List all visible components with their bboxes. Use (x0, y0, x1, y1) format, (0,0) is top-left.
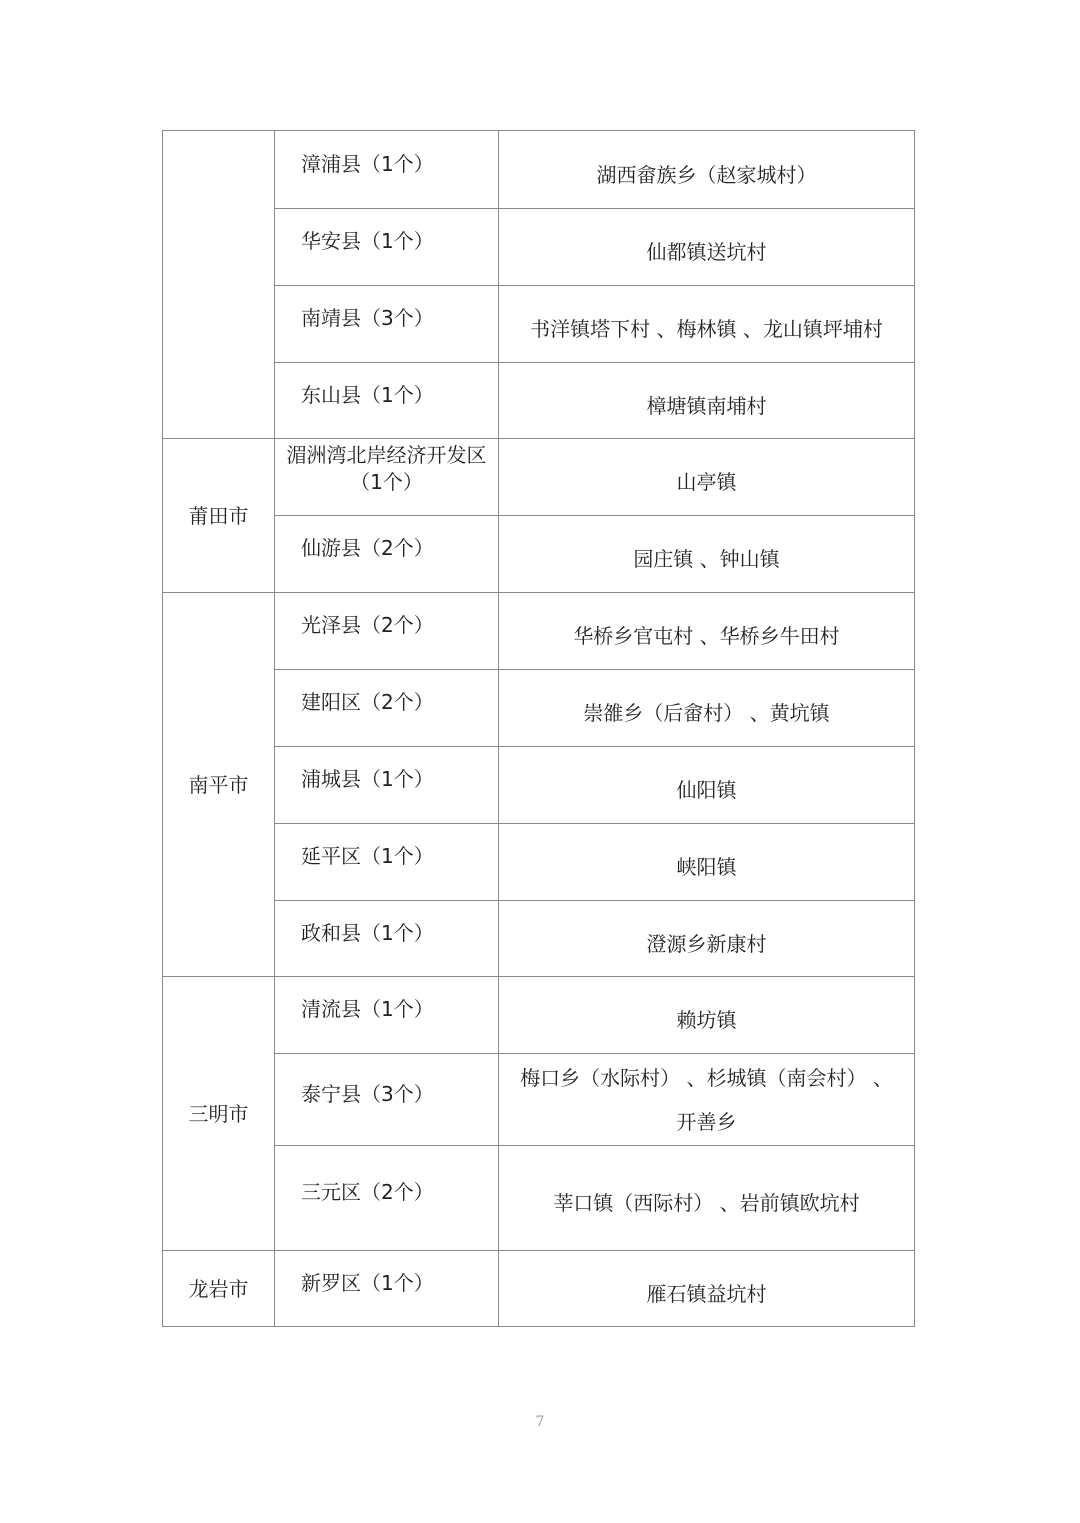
county-cell: 建阳区（2个） (275, 670, 499, 747)
page-number: 7 (535, 1414, 545, 1430)
county-cell: 南靖县（3个） (275, 286, 499, 363)
county-cell: 仙游县（2个） (275, 516, 499, 593)
town-list-table (162, 130, 915, 1327)
towns-cell: 梅口乡（水际村） 、杉城镇（南会村） 、开善乡 (499, 1054, 915, 1146)
county-cell: 新罗区（1个） (275, 1251, 499, 1327)
table-row (163, 824, 915, 901)
county-cell: 漳浦县（1个） (275, 131, 499, 209)
table-row (163, 593, 915, 670)
table-row (163, 516, 915, 593)
table-row (163, 747, 915, 824)
county-cell: 清流县（1个） (275, 977, 499, 1054)
table-row (163, 131, 915, 209)
towns-cell: 仙都镇送坑村 (499, 209, 915, 286)
table-row (163, 901, 915, 977)
county-cell: 泰宁县（3个） (275, 1054, 499, 1146)
towns-cell: 澄源乡新康村 (499, 901, 915, 977)
county-cell: 延平区（1个） (275, 824, 499, 901)
city-cell: 龙岩市 (163, 1251, 275, 1327)
table-row (163, 363, 915, 439)
table-row (163, 209, 915, 286)
city-cell: 三明市 (163, 977, 275, 1251)
county-cell: 三元区（2个） (275, 1146, 499, 1251)
towns-cell: 崇雒乡（后畲村） 、黄坑镇 (499, 670, 915, 747)
towns-cell: 峡阳镇 (499, 824, 915, 901)
table-row (163, 1054, 915, 1146)
county-cell: 浦城县（1个） (275, 747, 499, 824)
county-cell: 华安县（1个） (275, 209, 499, 286)
table-row (163, 1251, 915, 1327)
table-row (163, 1146, 915, 1251)
towns-cell: 樟塘镇南埔村 (499, 363, 915, 439)
towns-cell: 湖西畲族乡（赵家城村） (499, 131, 915, 209)
table-row (163, 439, 915, 516)
table-row (163, 977, 915, 1054)
city-cell: 莆田市 (163, 439, 275, 593)
towns-cell: 园庄镇 、钟山镇 (499, 516, 915, 593)
table-row (163, 286, 915, 363)
towns-cell: 莘口镇（西际村） 、岩前镇欧坑村 (499, 1146, 915, 1251)
towns-cell: 赖坊镇 (499, 977, 915, 1054)
county-cell: 政和县（1个） (275, 901, 499, 977)
city-cell (163, 131, 275, 439)
towns-cell: 书洋镇塔下村 、梅林镇 、龙山镇坪埔村 (499, 286, 915, 363)
towns-cell: 山亭镇 (499, 439, 915, 516)
table-row (163, 670, 915, 747)
county-cell: 湄洲湾北岸经济开发区（1个） (275, 439, 499, 516)
county-cell: 光泽县（2个） (275, 593, 499, 670)
towns-cell: 雁石镇益坑村 (499, 1251, 915, 1327)
towns-cell: 仙阳镇 (499, 747, 915, 824)
city-cell: 南平市 (163, 593, 275, 977)
towns-cell: 华桥乡官屯村 、华桥乡牛田村 (499, 593, 915, 670)
county-cell: 东山县（1个） (275, 363, 499, 439)
